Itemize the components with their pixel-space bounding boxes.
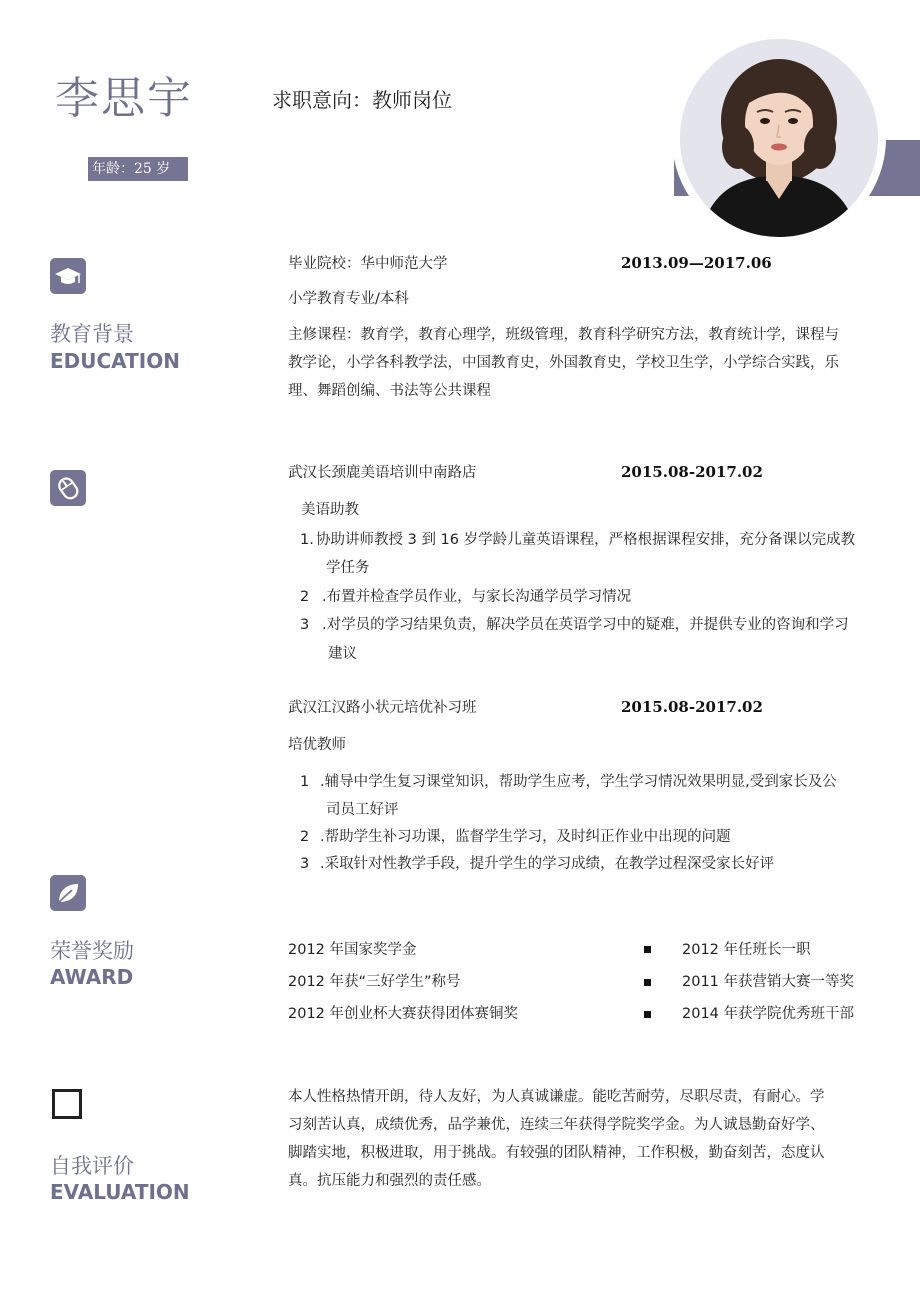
list-item-line: .布置并检查学员作业，与家长沟通学员学习情况 bbox=[322, 589, 632, 605]
list-number: 3 bbox=[300, 617, 310, 633]
course-line: 教学论，小学各科教学法，中国教育史，外国教育史，学校卫生学，小学综合实践，乐 bbox=[288, 355, 839, 371]
list-number: 3 bbox=[300, 856, 310, 872]
education-major: 小学教育专业/本科 bbox=[288, 291, 409, 307]
job-company: 武汉江汉路小状元培优补习班 bbox=[288, 700, 477, 716]
evaluation-text bbox=[288, 1083, 888, 1195]
age-badge: 年龄：25 岁 bbox=[88, 157, 188, 181]
bullet-icon bbox=[644, 979, 651, 986]
course-line: 主修课程：教育学，教育心理学，班级管理，教育科学研究方法，教育统计学，课程与 bbox=[288, 327, 839, 343]
list-item-line: .采取针对性教学手段，提升学生的学习成绩，在教学过程深受家长好评 bbox=[320, 856, 775, 872]
graduation-cap-icon bbox=[50, 258, 86, 294]
job-date: 2015.08-2017.02 bbox=[621, 698, 763, 716]
award-item: 2014 年获学院优秀班干部 bbox=[682, 1006, 855, 1022]
award-title-cn: 荣誉奖励 bbox=[50, 939, 134, 963]
evaluation-line: 脚踏实地，积极进取，用于挑战。有较强的团队精神，工作积极，勤奋刻苦，态度认 bbox=[288, 1145, 825, 1161]
job-intent: 求职意向：教师岗位 bbox=[272, 88, 452, 112]
list-item-line: .对学员的学习结果负责，解决学员在英语学习中的疑难，并提供专业的咨询和学习 bbox=[322, 617, 849, 633]
award-title-en: AWARD bbox=[50, 965, 134, 989]
award-item: 2011 年获营销大赛一等奖 bbox=[682, 974, 855, 990]
bullet-icon bbox=[644, 946, 651, 953]
award-item: 2012 年获“三好学生”称号 bbox=[288, 974, 461, 990]
education-date: 2013.09—2017.06 bbox=[621, 254, 772, 272]
profile-photo bbox=[680, 39, 878, 237]
list-item-line: 司员工好评 bbox=[326, 802, 399, 818]
list-number: 1. bbox=[300, 532, 314, 548]
list-number: 2 bbox=[300, 589, 310, 605]
evaluation-line: 习刻苦认真，成绩优秀，品学兼优，连续三年获得学院奖学金。为人诚恳勤奋好学、 bbox=[288, 1117, 825, 1133]
list-item-line: .辅导中学生复习课堂知识，帮助学生应考，学生学习情况效果明显,受到家长及公 bbox=[320, 774, 837, 790]
mouse-icon bbox=[50, 470, 86, 506]
list-number: 1 bbox=[300, 774, 310, 790]
job-company: 武汉长颈鹿美语培训中南路店 bbox=[288, 465, 477, 481]
list-item-line: .帮助学生补习功课，监督学生学习，及时纠正作业中出现的问题 bbox=[320, 829, 731, 845]
bullet-icon bbox=[644, 1011, 651, 1018]
course-line: 理、舞蹈创编、书法等公共课程 bbox=[288, 383, 491, 399]
evaluation-line: 真。抗压能力和强烈的责任感。 bbox=[288, 1173, 491, 1189]
evaluation-line: 本人性格热情开朗，待人友好，为人真诚谦虚。能吃苦耐劳，尽职尽责，有耐心。学 bbox=[288, 1089, 825, 1105]
award-item: 2012 年国家奖学金 bbox=[288, 942, 417, 958]
job-role: 美语助教 bbox=[301, 502, 359, 518]
list-number: 2 bbox=[300, 829, 310, 845]
candidate-name: 李思宇 bbox=[55, 73, 193, 124]
education-title-cn: 教育背景 bbox=[50, 322, 134, 346]
award-item: 2012 年创业杯大赛获得团体赛铜奖 bbox=[288, 1006, 519, 1022]
list-item-line: 协助讲师教授 3 到 16 岁学龄儿童英语课程，严格根据课程安排，充分备课以完成教 bbox=[316, 532, 856, 548]
evaluation-title-cn: 自我评价 bbox=[50, 1154, 134, 1178]
education-courses bbox=[288, 321, 888, 405]
job-role: 培优教师 bbox=[288, 737, 346, 753]
education-title-en: EDUCATION bbox=[50, 349, 180, 373]
education-school: 毕业院校：华中师范大学 bbox=[288, 256, 448, 272]
award-item: 2012 年任班长一职 bbox=[682, 942, 811, 958]
list-item-line: 学任务 bbox=[326, 560, 370, 576]
evaluation-title-en: EVALUATION bbox=[50, 1180, 190, 1204]
square-outline-icon bbox=[52, 1089, 82, 1119]
list-item-line: 建议 bbox=[328, 646, 357, 662]
job-date: 2015.08-2017.02 bbox=[621, 463, 763, 481]
leaf-icon bbox=[50, 875, 86, 911]
